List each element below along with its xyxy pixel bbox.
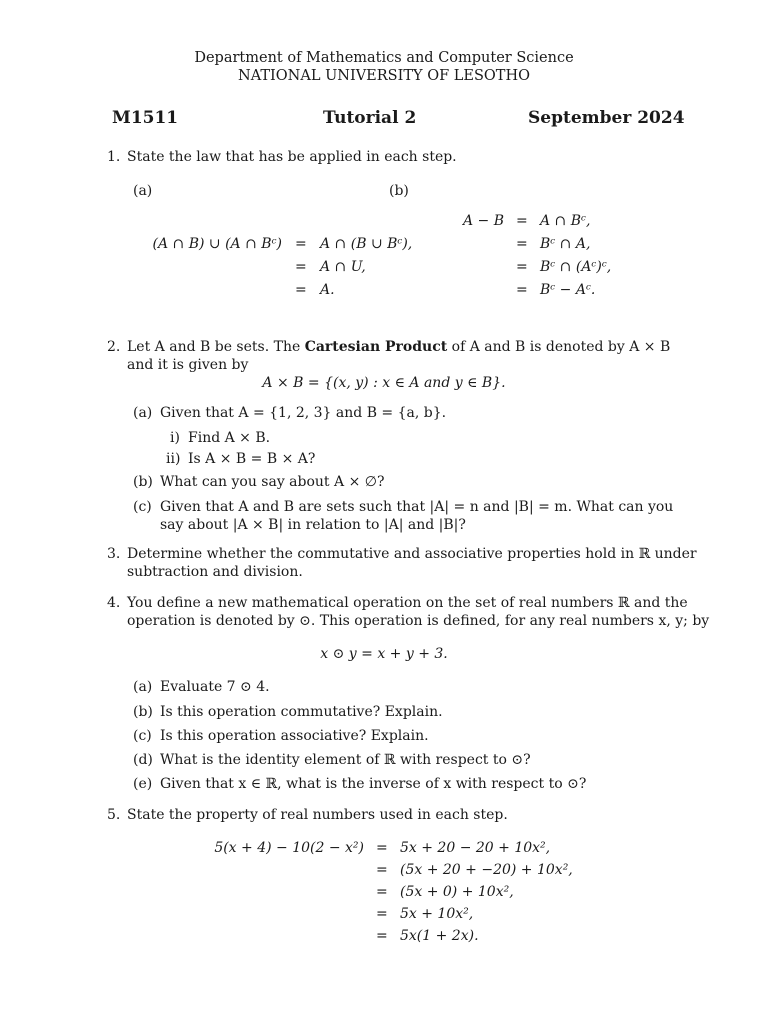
q2-intro-line1	[127, 339, 670, 355]
q1-text: State the law that has be applied in each step.	[127, 149, 457, 165]
q4-formula: x ⊙ y = x + y + 3.	[320, 646, 448, 662]
q4-item-text: What is the identity element of ℝ with respect to ⊙?	[160, 752, 531, 768]
q1-b-step: Bᶜ − Aᶜ.	[540, 282, 596, 298]
q5-eq: =	[376, 884, 388, 900]
q5-step: (5x + 0) + 10x²,	[400, 884, 514, 900]
q2-number: 2.	[107, 339, 121, 355]
q2-c-label: (c)	[133, 499, 152, 515]
q1-b-lhs: A − B	[462, 213, 504, 229]
q4-item-text: Evaluate 7 ⊙ 4.	[160, 679, 270, 695]
q4-number: 4.	[107, 595, 121, 611]
q2-b-text: What can you say about A × ∅?	[160, 474, 385, 490]
q2-a-i-label: i)	[170, 430, 180, 446]
q4-text-line2: operation is denoted by ⊙. This operation is defined, for any real numbers x, y; by	[127, 613, 710, 629]
q1-a-eq: =	[295, 236, 307, 252]
q4-item-label: (a)	[133, 679, 153, 695]
q1-a-eq: =	[295, 259, 307, 275]
q3-number: 3.	[107, 546, 121, 562]
q5-step: (5x + 20 + −20) + 10x²,	[400, 862, 573, 878]
q2-a-ii-text: Is A × B = B × A?	[188, 451, 316, 467]
tutorial-title: Tutorial 2	[323, 108, 417, 128]
q2-intro-line2: and it is given by	[127, 357, 249, 373]
q1-part-a-label: (a)	[133, 183, 153, 199]
q5-eq: =	[376, 862, 388, 878]
q5-eq: =	[376, 928, 388, 944]
q3-text-line1: Determine whether the commutative and associative properties hold in ℝ under	[127, 546, 697, 562]
q1-b-eq: =	[516, 259, 528, 275]
q1-b-eq: =	[516, 213, 528, 229]
department-name: Department of Mathematics and Computer Science	[194, 50, 574, 66]
q5-text: State the property of real numbers used in each step.	[127, 807, 508, 823]
q4-item-label: (c)	[133, 728, 152, 744]
q4-item-text: Is this operation commutative? Explain.	[160, 704, 443, 720]
university-name: NATIONAL UNIVERSITY OF LESOTHO	[238, 68, 530, 84]
q1-b-eq: =	[516, 236, 528, 252]
q1-a-step: A.	[320, 282, 335, 298]
q1-b-eq: =	[516, 282, 528, 298]
q2-intro-pre: Let A and B be sets. The	[127, 339, 305, 355]
q1-a-step: A ∩ (B ∪ Bᶜ),	[320, 236, 413, 252]
q5-step: 5x + 20 − 20 + 10x²,	[400, 840, 551, 856]
q2-a-i-text: Find A × B.	[188, 430, 271, 446]
q1-part-b-label: (b)	[389, 183, 409, 199]
q4-item-text: Given that x ∈ ℝ, what is the inverse of x with respect to ⊙?	[160, 776, 587, 792]
q3-text-line2: subtraction and division.	[127, 564, 303, 580]
q4-item-text: Is this operation associative? Explain.	[160, 728, 429, 744]
q1-a-lhs: (A ∩ B) ∪ (A ∩ Bᶜ)	[152, 236, 282, 252]
q1-a-eq: =	[295, 282, 307, 298]
q1-b-step: A ∩ Bᶜ,	[540, 213, 591, 229]
q4-item-label: (b)	[133, 704, 153, 720]
q4-item-label: (d)	[133, 752, 153, 768]
q2-formula: A × B = {(x, y) : x ∈ A and y ∈ B}.	[262, 375, 506, 391]
q2-b-label: (b)	[133, 474, 153, 490]
q5-lhs: 5(x + 4) − 10(2 − x²)	[214, 840, 364, 856]
q1-b-step: Bᶜ ∩ (Aᶜ)ᶜ,	[540, 259, 612, 275]
q2-a-label: (a)	[133, 405, 153, 421]
q5-number: 5.	[107, 807, 121, 823]
q1-a-step: A ∩ U,	[320, 259, 366, 275]
q1-b-step: Bᶜ ∩ A,	[540, 236, 591, 252]
q2-term-cartesian-product: Cartesian Product	[304, 339, 448, 355]
q2-c-text-line1: Given that A and B are sets such that |A| = n and |B| = m. What can you	[160, 499, 674, 515]
tutorial-date: September 2024	[528, 108, 685, 128]
course-code: M1511	[112, 108, 179, 128]
q5-step: 5x + 10x²,	[400, 906, 474, 922]
q5-step: 5x(1 + 2x).	[400, 928, 479, 944]
q4-item-label: (e)	[133, 776, 153, 792]
q2-c-text-line2: say about |A × B| in relation to |A| and |B|?	[160, 517, 466, 533]
q5-eq: =	[376, 906, 388, 922]
q1-number: 1.	[107, 149, 121, 165]
q2-intro-post: of A and B is denoted by A × B	[447, 339, 671, 355]
q4-text-line1: You define a new mathematical operation on the set of real numbers ℝ and the	[127, 595, 688, 611]
q2-a-ii-label: ii)	[166, 451, 181, 467]
q2-a-text: Given that A = {1, 2, 3} and B = {a, b}.	[160, 405, 447, 421]
q5-eq: =	[376, 840, 388, 856]
